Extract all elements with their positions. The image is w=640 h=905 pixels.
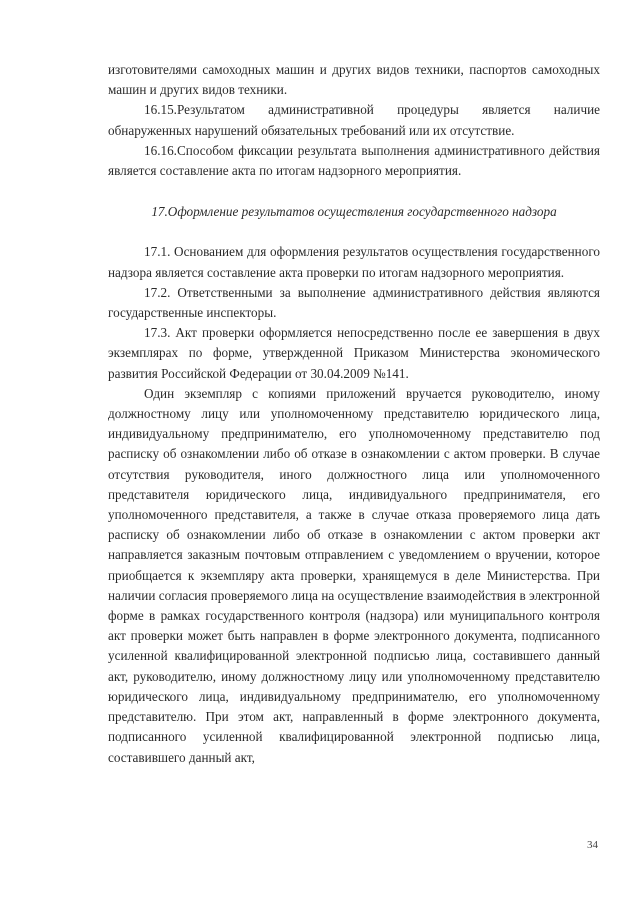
page-number: 34 [587, 839, 598, 851]
paragraph-continuation: изготовителями самоходных машин и других видов техники, паспортов самоходных машин и других видов техники. [108, 62, 600, 98]
paragraph-16-16: 16.16.Способом фиксации результата выполнения административного действия является составление акта по итогам надзорного мероприятия. [108, 142, 600, 179]
paragraph-17-2: 17.2. Ответственными за выполнение административного действия являются государственные инспекторы. [108, 284, 600, 321]
paragraph-16-15: 16.15.Результатом административной процедуры является наличие обнаруженных нарушений обязательных требований или их отсутствие. [108, 102, 600, 138]
document-body [108, 60, 600, 768]
section-title: 17.Оформление результатов осуществления государственного надзора [151, 204, 557, 220]
paragraph-copy-delivery: Один экземпляр с копиями приложений вручается руководителю, иному должностному лицу или уполномоченному представителю юридического лица, индивидуальному предпринимателю, его уполномоченному представителю под расписку об ознакомлении либо об отказе в ознакомлении с актом проверки. В случае отсутствия руководителя, иного должностного лица или уполномоченного представителя юридического лица, индивидуального предпринимателя, его уполномоченного представителя, а также в случае отказа проверяемого лица дать расписку об ознакомлении либо об отказе в ознакомлении с актом проверки акт направляется заказным почтовым отправлением с уведомлением о вручении, которое приобщается к экземпляру акта проверки, хранящемуся в деле Министерства. При наличии согласия проверяемого лица на осуществление взаимодействия в электронной форме в рамках государственного контроля (надзора) или муниципального контроля акт проверки может быть направлен в форме электронного документа, подписанного усиленной квалифицированной электронной подписью лица, составившего данный акт, руководителю, иному должностному лицу или уполномоченному представителю юридического лица, индивидуальному предпринимателю, его уполномоченному представителю. При этом акт, направленный в форме электронного документа, подписанного усиленной квалифицированной электронной подписью лица, составившего данный акт, [108, 385, 600, 765]
paragraph-17-3: 17.3. Акт проверки оформляется непосредственно после ее завершения в двух экземплярах по форме, утвержденной Приказом Министерства экономического развития Российской Федерации от 30.04.2009 №141. [108, 325, 600, 381]
paragraph-17-1: 17.1. Основанием для оформления результатов осуществления государственного надзора является составление акта проверки по итогам надзорного мероприятия. [108, 244, 600, 280]
